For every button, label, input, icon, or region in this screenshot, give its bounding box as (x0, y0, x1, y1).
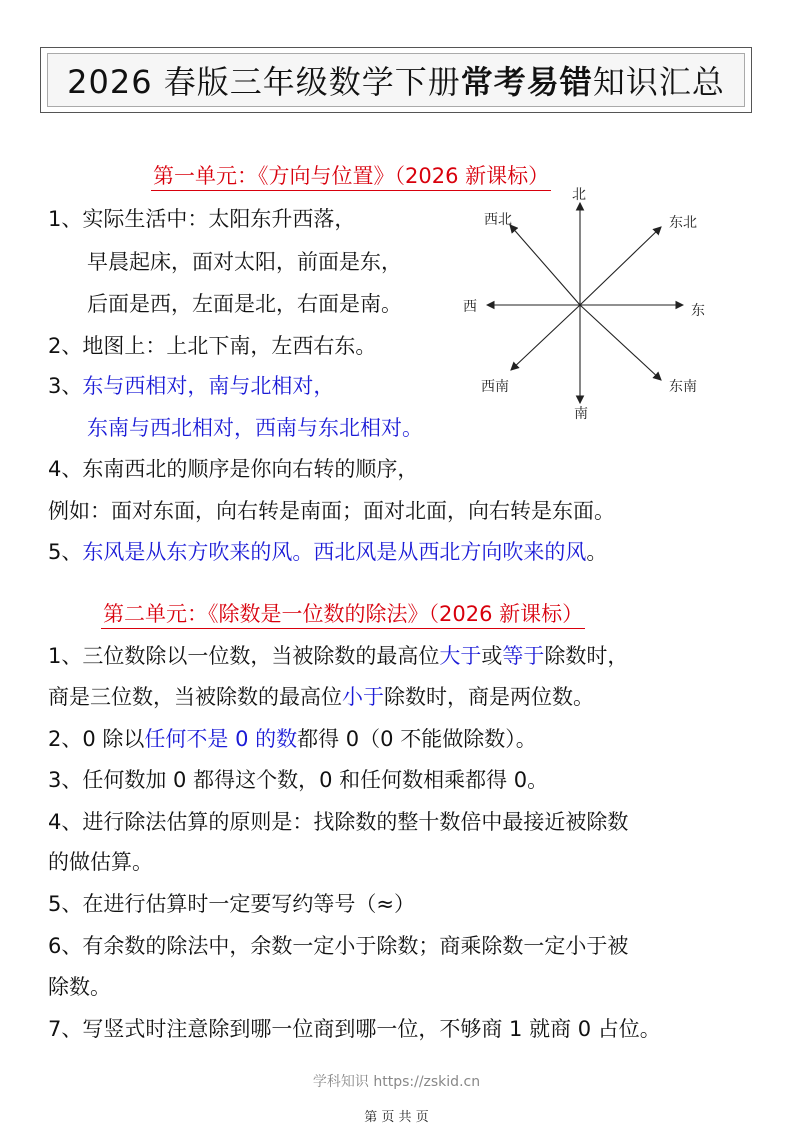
footer-page: 第 页 共 页 (364, 1110, 429, 1125)
unit2-line-7: 5、在进行估算时一定要写约等号（≈） (48, 892, 415, 916)
unit2-line-9: 除数。 (48, 975, 111, 999)
unit1-heading: 第一单元：《方向与位置》（2026 新课标） (151, 162, 551, 191)
title-part-1: 2026 春版三年级数学下册 (67, 63, 461, 101)
label-north: 北 (572, 187, 586, 203)
unit2-line-4: 3、任何数加 0 都得这个数，0 和任何数相乘都得 0。 (48, 768, 549, 792)
unit1-line-4: 2、地图上：上北下南，左西右东。 (48, 334, 377, 358)
label-east: 东 (691, 303, 705, 319)
arrow-northeast (580, 227, 661, 305)
unit2-line-2-b: 小于 (342, 685, 384, 709)
label-southwest: 西南 (481, 379, 509, 395)
label-southeast: 东南 (669, 379, 697, 395)
unit1-line-7: 4、东南西北的顺序是你向右转的顺序， (48, 457, 419, 481)
unit1-line-9 (48, 538, 607, 566)
unit2-line-8: 6、有余数的除法中，余数一定小于除数；商乘除数一定小于被 (48, 934, 629, 958)
page-title (47, 53, 745, 107)
unit1-line-9-num: 5、 (48, 540, 83, 564)
unit2-line-2 (48, 683, 594, 711)
label-northeast: 东北 (669, 215, 697, 231)
title-box (40, 47, 752, 113)
arrow-southeast (580, 305, 661, 380)
unit2-line-5: 4、进行除法估算的原则是：找除数的整十数倍中最接近被除数 (48, 810, 629, 834)
unit2-line-1-a: 1、三位数除以一位数，当被除数的最高位 (48, 644, 440, 668)
unit2-line-1-b: 大于 (439, 644, 482, 668)
unit1-line-1: 1、实际生活中：太阳东升西落， (48, 207, 356, 231)
unit1-line-9-text: 东风是从东方吹来的风。西北风是从西北方向吹来的风 (82, 540, 587, 564)
unit1-line-5-text: 东与西相对，南与北相对， (82, 374, 335, 398)
unit1-line-2: 早晨起床，面对太阳，前面是东， (87, 250, 402, 274)
title-part-2: 常考易错 (460, 63, 593, 101)
arrow-northwest (510, 225, 580, 305)
unit2-line-1-d: 等于 (502, 644, 545, 668)
unit2-line-3-b: 任何不是 0 的数 (144, 727, 298, 751)
unit2-line-6: 的做估算。 (48, 850, 153, 874)
compass-diagram (455, 185, 715, 425)
unit2-line-1-e: 除数时， (544, 644, 629, 668)
unit2-line-2-a: 商是三位数，当被除数的最高位 (48, 685, 342, 709)
label-south: 南 (574, 406, 588, 422)
unit2-line-3 (48, 725, 537, 753)
unit2-line-3-a: 2、0 除以 (48, 727, 145, 751)
unit1-line-3: 后面是西，左面是北，右面是南。 (87, 292, 402, 316)
unit1-line-9-end: 。 (586, 540, 608, 564)
unit1-line-5-num: 3、 (48, 374, 83, 398)
unit2-line-2-c: 除数时，商是两位数。 (384, 685, 594, 709)
unit1-line-6: 东南与西北相对，西南与东北相对。 (87, 416, 423, 440)
title-part-3: 知识汇总 (592, 63, 725, 101)
unit2-line-3-c: 都得 0（0 不能做除数）。 (297, 727, 537, 751)
label-west: 西 (463, 299, 477, 315)
unit2-line-10: 7、写竖式时注意除到哪一位商到哪一位，不够商 1 就商 0 占位。 (48, 1017, 661, 1041)
label-northwest: 西北 (484, 212, 512, 228)
unit2-line-1-c: 或 (481, 644, 503, 668)
footer-site: 学科知识 https://zskid.cn (312, 1074, 481, 1090)
unit2-line-1 (48, 642, 628, 670)
unit1-line-5 (48, 372, 334, 400)
arrow-southwest (511, 305, 580, 370)
unit1-line-8: 例如：面对东面，向右转是南面；面对北面，向右转是东面。 (48, 499, 615, 523)
unit2-heading: 第二单元：《除数是一位数的除法》（2026 新课标） (101, 600, 585, 629)
